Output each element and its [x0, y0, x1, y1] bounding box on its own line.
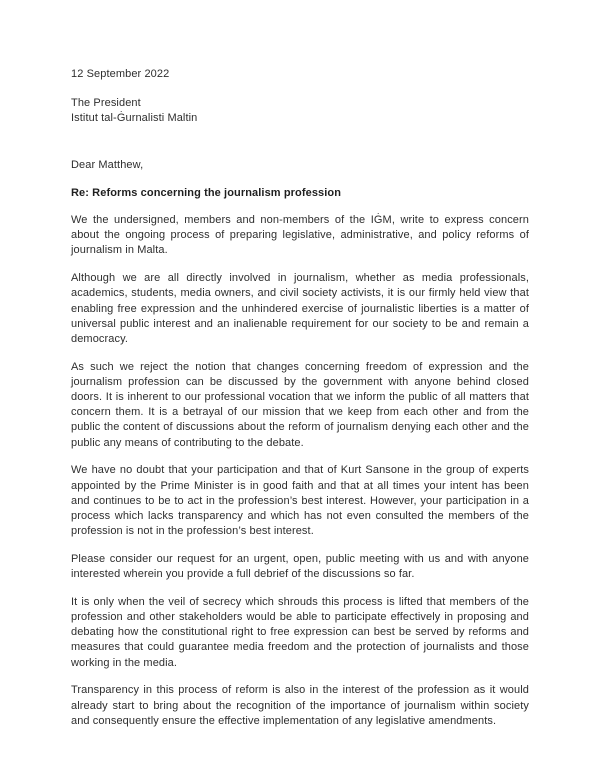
body-paragraph-1: We the undersigned, members and non-members of the IĠM, write to express concern about the ongoing process of preparing legislative, administrative, and policy reforms of journalism in Malta.: [71, 214, 529, 257]
letter-date: 12 September 2022: [71, 68, 170, 80]
body-paragraph-7: Transparency in this process of reform is also in the interest of the profession as it would already start to bring about the recognition of the importance of journalism within society and consequently ensure the effective implementation of any legislative amendments.: [71, 684, 529, 727]
recipient-block: [71, 96, 529, 126]
salutation: Dear Matthew,: [71, 158, 144, 171]
body-paragraph-6: It is only when the veil of secrecy which shrouds this process is lifted that members of the profession and other stakeholders would be able to participate effectively in proposing and debating how the constitutional right to free expression can best be served by reforms and measures that could guarantee media freedom and the protection of journalists and those working in the media.: [71, 595, 529, 669]
recipient-title: The President: [71, 97, 141, 110]
body-paragraph-3: As such we reject the notion that changes concerning freedom of expression and the journalism profession can be discussed by the government with anyone behind closed doors. It is inherent to our professional vocation that we inform the public of all matters that concern them. It is a betrayal of our mission that we keep from each other and from the public the content of discussions about the reform of journalism denying each other and the public any means of contributing to the debate.: [71, 360, 529, 449]
recipient-organization: Istitut tal-Ġurnalisti Maltin: [71, 112, 198, 125]
body-paragraph-4: We have no doubt that your participation and that of Kurt Sansone in the group of experts appointed by the Prime Minister is in good faith and that at all times your intent has been and continues to be to act in the profession’s best interest. However, your participation in a process which lacks transparency and which has not even consulted the members of the profession is not in the profession’s best interest.: [71, 464, 529, 538]
subject-line: Re: Reforms concerning the journalism profession: [71, 186, 342, 199]
body-paragraph-5: Please consider our request for an urgent, open, public meeting with us and with anyone interested wherein you provide a full debrief of the discussions so far.: [71, 552, 529, 581]
body-paragraph-2: Although we are all directly involved in journalism, whether as media professionals, academics, students, media owners, and civil society activists, it is our firmly held view that enabling free expression and the unhindered exercise of journalistic liberties is a matter of universal public interest and an inalienable requirement for our society to be and remain a democracy.: [71, 272, 529, 345]
